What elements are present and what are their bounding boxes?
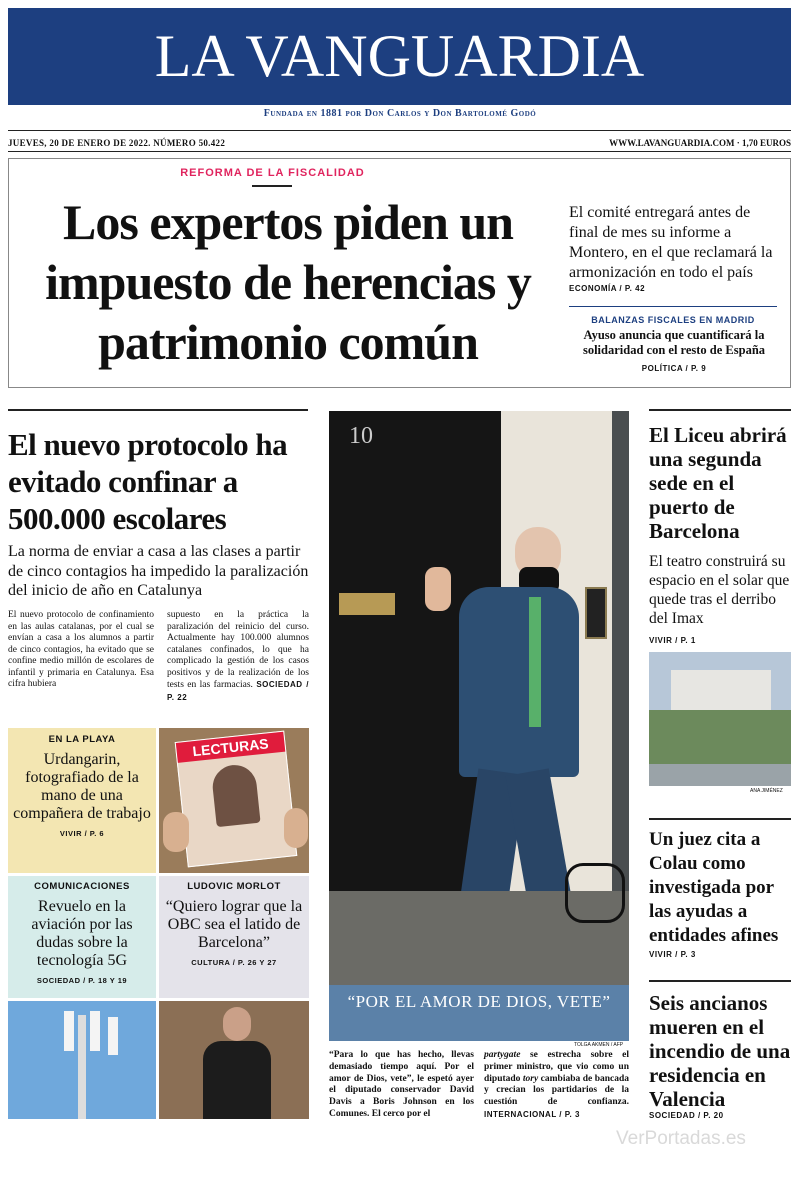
tile-section: SOCIEDAD / P. 18 Y 19	[36, 976, 128, 985]
lead-deck: El comité entregará antes de final de mes su informe a Montero, en el que reclamará la armonización en todo el país	[569, 204, 773, 281]
protocol-deck: La norma de enviar a casa a las clases a partir de cinco contagios ha impedido la paralización del inicio de año en Catalunya	[8, 543, 309, 599]
protocol-headline[interactable]: El nuevo protocolo ha evitado confinar a 500.000 escolares	[8, 427, 288, 536]
door-plate	[585, 587, 607, 639]
face-figure	[223, 1007, 251, 1041]
side-headline[interactable]: Ayuso anuncia que cuantificará la solidaridad con el resto de España	[582, 328, 766, 357]
liceu-photo-credit: ANA JIMÉNEZ	[750, 788, 783, 794]
divider	[649, 980, 791, 982]
magazine-title: LECTURAS	[176, 732, 285, 763]
website-price: WWW.LAVANGUARDIA.COM · 1,70 EUROS	[609, 138, 791, 148]
antenna-panel	[108, 1017, 118, 1055]
hand-figure	[284, 808, 308, 848]
divider	[569, 306, 777, 307]
iron-railing	[565, 863, 625, 923]
morlot-photo	[159, 1001, 309, 1119]
building-shape	[671, 670, 771, 710]
letterbox	[339, 593, 395, 615]
antenna-panel	[90, 1011, 100, 1051]
antenna-photo	[8, 1001, 156, 1119]
colau-headline[interactable]: Un juez cita a Colau como investigada por las ayudas a entidades afines	[649, 829, 779, 946]
valencia-headline[interactable]: Seis ancianos mueren en el incendio de una residencia en Valencia	[649, 991, 791, 1111]
tile-morlot[interactable]	[159, 876, 309, 998]
protocol-body-right	[167, 610, 309, 704]
tile-section: CULTURA / P. 26 Y 27	[191, 958, 277, 967]
masthead	[8, 8, 791, 105]
founded-line: Fundada en 1881 por Don Carlos y Don Bartolomé Godó	[263, 108, 537, 119]
tile-headline: Revuelo en la aviación por las dudas sobre la tecnología 5G	[31, 898, 133, 969]
tile-5g[interactable]	[8, 876, 156, 998]
suit-jacket	[459, 587, 579, 777]
kicker-rule	[252, 185, 292, 187]
waving-hand	[425, 567, 451, 611]
divider	[8, 409, 308, 411]
tile-headline: Urdangarin, fotografiado de la mano de una compañera de trabajo	[13, 751, 151, 822]
valencia-section[interactable]: SOCIEDAD / P. 20	[649, 1111, 724, 1120]
divider	[8, 130, 791, 131]
tile-section: VIVIR / P. 6	[59, 829, 105, 838]
tory-term: tory	[522, 1073, 539, 1084]
newspaper-title: LA VANGUARDIA	[154, 23, 645, 89]
liceu-section[interactable]: VIVIR / P. 1	[649, 636, 696, 645]
lead-headline[interactable]: Los expertos piden un impuesto de herencias y patrimonio común	[45, 194, 531, 370]
photo-text: se estrecha sobre el primer ministro, que vio como un diputado	[484, 1050, 629, 1084]
photo-text-right	[484, 1050, 629, 1122]
hand-figure	[163, 812, 189, 852]
photo-caption: “POR EL AMOR DE DIOS, VETE”	[329, 985, 629, 1041]
person-figure	[211, 763, 261, 827]
lead-kicker: REFORMA DE LA FISCALIDAD	[180, 167, 365, 179]
brick-wall	[612, 411, 629, 891]
liceu-headline[interactable]: El Liceu abrirá una segunda sede en el puerto de Barcelona	[649, 423, 787, 543]
magazine-photo	[159, 728, 309, 873]
door-number: 10	[349, 423, 373, 449]
antenna-panel	[64, 1011, 74, 1051]
partygate-term: partygate	[484, 1050, 521, 1060]
protocol-section[interactable]: SOCIEDAD / P. 22	[167, 680, 310, 702]
green-tie	[529, 597, 541, 727]
protocol-body-left: El nuevo protocolo de confinamiento en las aulas catalanas, por el cual se envían a casa a los alumnos a partir de cinco contagios, ha evitado que se confine medio millón de escolares de infantil y primaria en Catalunya. Esa cifra hubiera	[8, 610, 154, 689]
photo-credit: TOLGA AKMEN / AFP	[574, 1042, 624, 1048]
magazine-cover	[175, 731, 298, 868]
antenna-mast	[78, 1015, 86, 1119]
tile-urdangarin[interactable]	[8, 728, 156, 873]
johnson-photo	[329, 411, 629, 985]
tile-kicker: LUDOVIC MORLOT	[187, 881, 281, 892]
jacket-figure	[203, 1041, 271, 1119]
plaza-shape	[649, 764, 791, 786]
divider	[649, 818, 791, 820]
colau-section[interactable]: VIVIR / P. 3	[649, 950, 696, 959]
tile-kicker: COMUNICACIONES	[34, 881, 130, 892]
liceu-photo	[649, 652, 791, 786]
protocol-body-text: supuesto en la práctica la paralización del reinicio del curso. Actualmente hay 100.000 alumnos catalanes confinados, lo que ha complicado la gestión de los casos positivos y de la realización de los tests en las farmacias.	[167, 610, 309, 690]
liceu-deck: El teatro construirá su espacio en el solar que quede tras el derribo del Imax	[649, 553, 790, 627]
dateline: JUEVES, 20 DE ENERO DE 2022. NÚMERO 50.422	[8, 138, 226, 148]
photo-text-left: “Para lo que has hecho, llevas demasiado tiempo aquí. Por el amor de Dios, vete”, le espetó ayer el diputado conservador David Davis a Boris Johnson en los Comunes. El cerco por el	[329, 1050, 474, 1119]
lead-section[interactable]: ECONOMÍA / P. 42	[569, 284, 646, 293]
tile-headline: “Quiero lograr que la OBC sea el latido de Barcelona”	[165, 898, 303, 951]
tile-kicker: EN LA PLAYA	[48, 734, 116, 745]
side-kicker: BALANZAS FISCALES EN MADRID	[591, 315, 755, 325]
photo-section[interactable]: INTERNACIONAL / P. 3	[484, 1109, 580, 1119]
side-section[interactable]: POLÍTICA / P. 9	[641, 364, 707, 373]
watermark: VerPortadas.es	[616, 1128, 746, 1149]
divider	[8, 151, 791, 152]
photo-text: cambiaba de bancada y crecian los partidarios de la cuestión de confianza.	[484, 1073, 630, 1108]
divider	[649, 409, 791, 411]
